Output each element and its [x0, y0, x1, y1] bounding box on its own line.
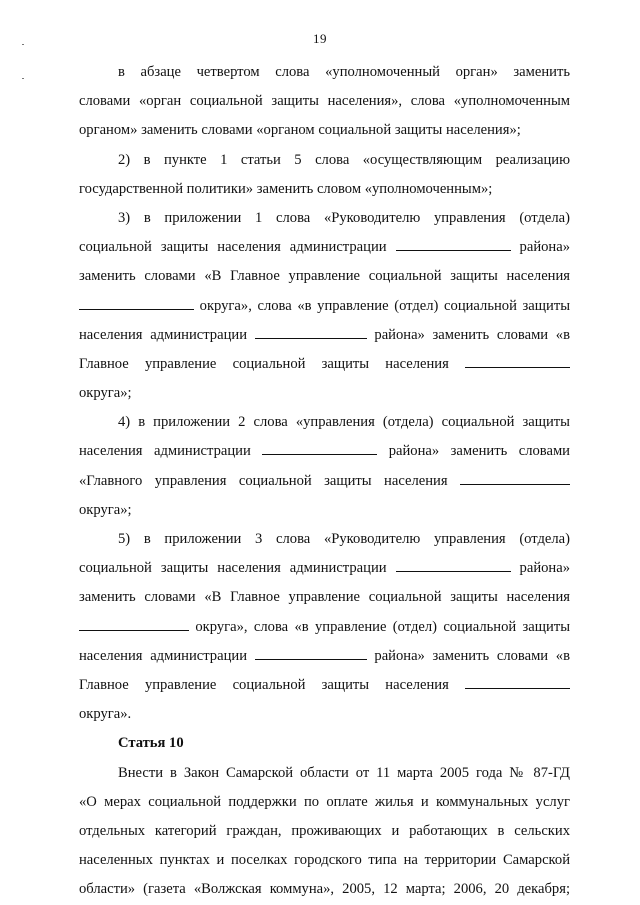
blank-field	[79, 619, 189, 631]
article-heading: Статья 10	[118, 735, 184, 752]
blank-field	[255, 648, 367, 660]
text-line: населения администрации района» заменить словами «в	[79, 647, 570, 664]
text-line: социальной защиты населения администрации района»	[79, 560, 571, 577]
document-body	[79, 58, 570, 904]
blank-field	[396, 239, 511, 251]
text-line: отдельных категорий граждан, проживающих и работающих в сельских	[79, 822, 570, 839]
text-line: 5) в приложении 3 слова «Руководителю управления (отдела)	[118, 531, 570, 547]
blank-field	[460, 473, 570, 485]
blank-field	[262, 443, 377, 455]
text-line: округа»;	[79, 501, 132, 518]
text-line: в абзаце четвертом слова «уполномоченный орган» заменить	[118, 64, 570, 80]
text-line: Внести в Закон Самарской области от 11 марта 2005 года № 87-ГД	[118, 764, 570, 781]
text-line: «О мерах социальной поддержки по оплате жилья и коммунальных услуг	[79, 793, 570, 810]
text-line: органом» заменить словами «органом социальной защиты населения»;	[79, 122, 521, 139]
page-number: 19	[313, 31, 327, 46]
text-line: округа»;	[79, 385, 132, 402]
text-line: Главное управление социальной защиты населения	[79, 350, 570, 379]
text-line: «Главного управления социальной защиты населения	[79, 467, 570, 496]
scan-mark	[22, 44, 24, 45]
text-line: заменить словами «В Главное управление социальной защиты населения	[79, 268, 570, 285]
text-line: социальной защиты населения администрации района»	[79, 239, 571, 256]
blank-field	[465, 677, 570, 689]
text-line: области» (газета «Волжская коммуна», 2005, 12 марта; 2006, 20 декабря;	[79, 881, 570, 898]
text-line: 4) в приложении 2 слова «управления (отдела) социальной защиты	[118, 414, 570, 431]
text-line: населения администрации района» заменить словами «в	[79, 326, 570, 343]
scan-mark	[22, 78, 24, 79]
blank-field	[255, 327, 367, 339]
blank-field	[465, 356, 570, 368]
text-line: населения администрации района» заменить словами	[79, 443, 570, 460]
text-line: 2) в пункте 1 статьи 5 слова «осуществляющим реализацию	[118, 151, 570, 168]
text-line: 3) в приложении 1 слова «Руководителю управления (отдела)	[118, 209, 570, 226]
blank-field	[396, 560, 511, 572]
text-line: государственной политики» заменить словом «уполномоченным»;	[79, 180, 493, 197]
text-line: округа», слова «в управление (отдел) социальной защиты	[79, 613, 570, 642]
text-line: Главное управление социальной защиты населения	[79, 671, 570, 700]
text-line: округа», слова «в управление (отдел) социальной защиты	[79, 292, 570, 321]
text-line: заменить словами «В Главное управление социальной защиты населения	[79, 589, 570, 606]
blank-field	[79, 298, 194, 310]
text-line: населенных пунктах и поселках городского типа на территории Самарской	[79, 852, 570, 869]
text-line: округа».	[79, 706, 132, 723]
text-line: словами «орган социальной защиты населения», слова «уполномоченным	[79, 93, 570, 110]
